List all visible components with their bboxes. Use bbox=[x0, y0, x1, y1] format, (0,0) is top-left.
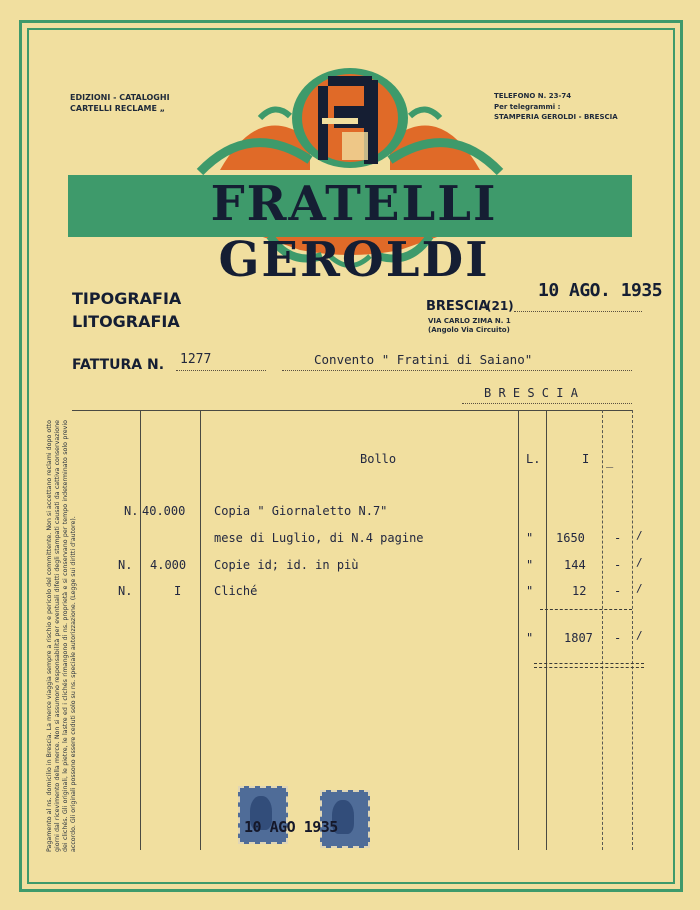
total-double-rule-2 bbox=[534, 667, 644, 668]
line-cents: - bbox=[614, 531, 622, 545]
date-line bbox=[514, 311, 642, 312]
city-suffix: (21) bbox=[486, 299, 514, 313]
col-rule-5 bbox=[602, 410, 603, 850]
col-rule-2 bbox=[200, 410, 201, 850]
line-mark: " bbox=[526, 584, 534, 598]
line-mark: " bbox=[526, 531, 534, 545]
city-line bbox=[462, 403, 632, 404]
line-mark: " bbox=[526, 558, 534, 572]
customer-name: Convento " Fratini di Saiano" bbox=[314, 352, 533, 367]
line-amount: 144 bbox=[564, 558, 586, 572]
col-rule-1 bbox=[140, 410, 141, 850]
line-amount: 12 bbox=[572, 584, 587, 598]
col-rule-6 bbox=[632, 410, 633, 850]
total-amount: 1807 bbox=[564, 631, 593, 645]
check-mark: / bbox=[636, 529, 643, 542]
customer-city: B R E S C I A bbox=[484, 386, 578, 400]
total-mark: " bbox=[526, 631, 534, 645]
check-mark: / bbox=[636, 556, 643, 569]
line-cents: _ bbox=[606, 454, 614, 468]
stamp-postmark: 10 AGO 1935 bbox=[244, 818, 338, 836]
date-stamp: 10 AGO. 1935 bbox=[538, 280, 663, 301]
header-left-line-1: EDIZIONI - CATALOGHI bbox=[70, 93, 170, 102]
subtotal-rule bbox=[540, 609, 632, 610]
line-qty-prefix: N. bbox=[118, 584, 133, 598]
line-description: mese di Luglio, di N.4 pagine bbox=[214, 531, 424, 545]
table-top-rule bbox=[72, 410, 632, 411]
line-cents: - bbox=[614, 558, 622, 572]
address-line-2: (Angolo Via Circuito) bbox=[428, 326, 510, 334]
line-qty-prefix: N. bbox=[118, 558, 133, 572]
check-mark: / bbox=[636, 582, 643, 595]
line-description: Bollo bbox=[360, 452, 397, 466]
line-description: Copie id; id. in più bbox=[214, 558, 359, 572]
header-left-line-2: CARTELLI RECLAME „ bbox=[70, 104, 165, 113]
printing-press-oval bbox=[292, 68, 408, 168]
header-right-line-1: TELEFONO N. 23-74 bbox=[494, 92, 572, 100]
header-right-line-3: STAMPERIA GEROLDI - BRESCIA bbox=[494, 113, 618, 121]
col-rule-4 bbox=[546, 410, 547, 850]
col-rule-3 bbox=[518, 410, 519, 850]
line-amount: 1650 bbox=[556, 531, 585, 545]
line-qty-prefix: N. bbox=[124, 504, 139, 518]
line-mark: L. bbox=[526, 452, 541, 466]
invoice-number-line bbox=[176, 370, 266, 371]
payment-terms: Pagamento al ns. domicilio in Brescia. La merce viaggia sempre a rischio e pericolo del committente. Non si accettano reclami dopo otto giorni dal ricevimento della merce. Non si assumono responsabilità per eventuali difetti degli stampati causati da cattiva conservazione dei clichés. Gli originali, le pietre, le lastre ed i clichés rimangono di ns. proprietà e si conservano per tempo indeterminato solo previo accordo. Gli originali possono essere ceduti solo su ns. speciale autorizzazione. (Legge sui diritti d'autore). bbox=[46, 420, 77, 852]
brand-name: FRATELLI GEROLDI bbox=[210, 176, 498, 288]
line-description: Cliché bbox=[214, 584, 258, 598]
header-right-line-2: Per telegrammi : bbox=[494, 103, 561, 111]
total-double-rule-1 bbox=[534, 663, 644, 664]
invoice-label: FATTURA N. bbox=[72, 357, 165, 373]
invoice-number: 1277 bbox=[180, 352, 212, 367]
service-lithography: LITOGRAFIA bbox=[72, 312, 180, 331]
line-description: Copia " Giornaletto N.7" bbox=[214, 504, 388, 518]
line-qty: I bbox=[174, 584, 182, 598]
service-typography: TIPOGRAFIA bbox=[72, 289, 182, 308]
customer-line bbox=[282, 370, 632, 371]
line-qty: 40.000 bbox=[142, 504, 186, 518]
line-qty: 4.000 bbox=[150, 558, 187, 572]
check-mark: / bbox=[636, 629, 643, 642]
line-amount: I bbox=[582, 452, 590, 466]
total-cents: - bbox=[614, 631, 622, 645]
city-name: BRESCIA bbox=[426, 299, 489, 314]
line-cents: - bbox=[614, 584, 622, 598]
address-line-1: VIA CARLO ZIMA N. 1 bbox=[428, 317, 511, 325]
